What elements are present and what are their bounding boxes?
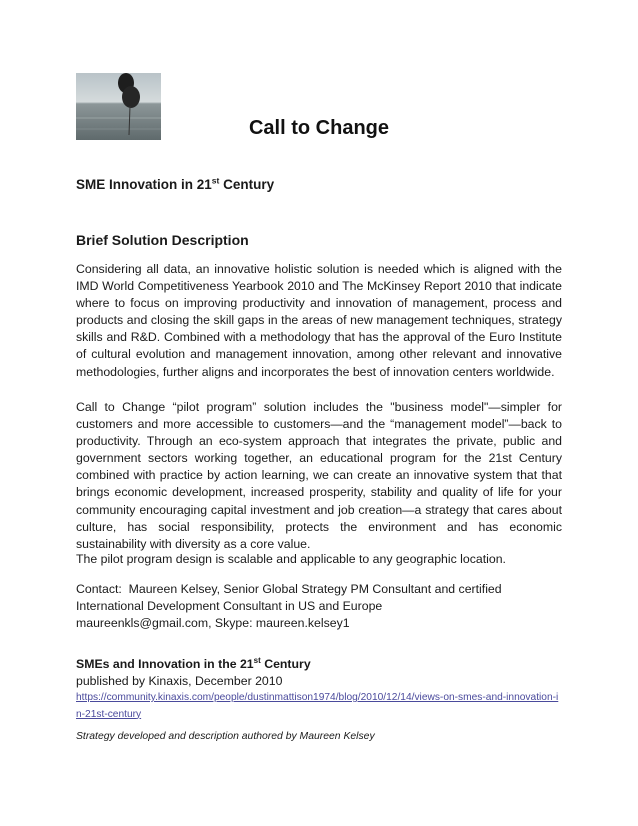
document-title: Call to Change	[248, 117, 389, 139]
contact-line-1: Contact: Maureen Kelsey, Senior Global Strategy PM Consultant and certified	[76, 582, 502, 596]
document-subtitle	[76, 177, 274, 192]
paragraph-scalability: The pilot program design is scalable and applicable to any geographic location.	[76, 552, 506, 566]
contact-block	[76, 581, 562, 632]
reference-link[interactable]: https://community.kinaxis.com/people/dustinmattison1974/blog/2010/12/14/views-on-smes-and-innovation-in-21st-century	[76, 692, 559, 720]
section-heading: Brief Solution Description	[76, 232, 249, 248]
reference-publisher: published by Kinaxis, December 2010	[76, 674, 283, 688]
paragraph-pilot-program: Call to Change “pilot program” solution includes the "business model"—simpler for customers and more accessible to customers—and the “management model”—back to productivity. Through an eco-system approach that integrates the private, public and government sectors working together, an educational program for the 21st Century combined with practice by action learning, we can create an innovative system that that brings economic development, increased prosperity, stability and quality of life for your community encouraging capital investment and job creation—a strategy that cares about culture, has social responsibility, protects the environment and has economic sustainability with diversity as a core value.	[76, 400, 562, 551]
reference-title-suffix: Century	[260, 657, 311, 671]
reference-title-superscript: st	[253, 655, 261, 665]
paragraph-solution-overview: Considering all data, an innovative holistic solution is needed which is aligned with the IMD World Competitiveness Yearbook 2010 and The McKinsey Report 2010 that indicate where to focus on improving productivity and innovation of management, process and products and closing the skill gaps in the areas of new management techniques, strategy skills and R&D. Combined with a methodology that has the approval of the Euro Institute of cultural evolution and management innovation, among other relevant and innovative methodologies, further aligns and incorporates the best of innovation centers worldwide.	[76, 262, 562, 379]
contact-line-2: International Development Consultant in US and Europe	[76, 599, 383, 614]
subtitle-main: SME Innovation in 21	[76, 177, 212, 192]
author-credit: Strategy developed and description authored by Maureen Kelsey	[76, 731, 375, 742]
contact-line-3: maureenkls@gmail.com, Skype: maureen.kelsey1	[76, 616, 350, 631]
subtitle-suffix: Century	[219, 177, 275, 192]
reference-title-main: SMEs and Innovation in the 21	[76, 657, 254, 671]
subtitle-superscript: st	[211, 175, 220, 186]
reference-title	[76, 657, 311, 671]
